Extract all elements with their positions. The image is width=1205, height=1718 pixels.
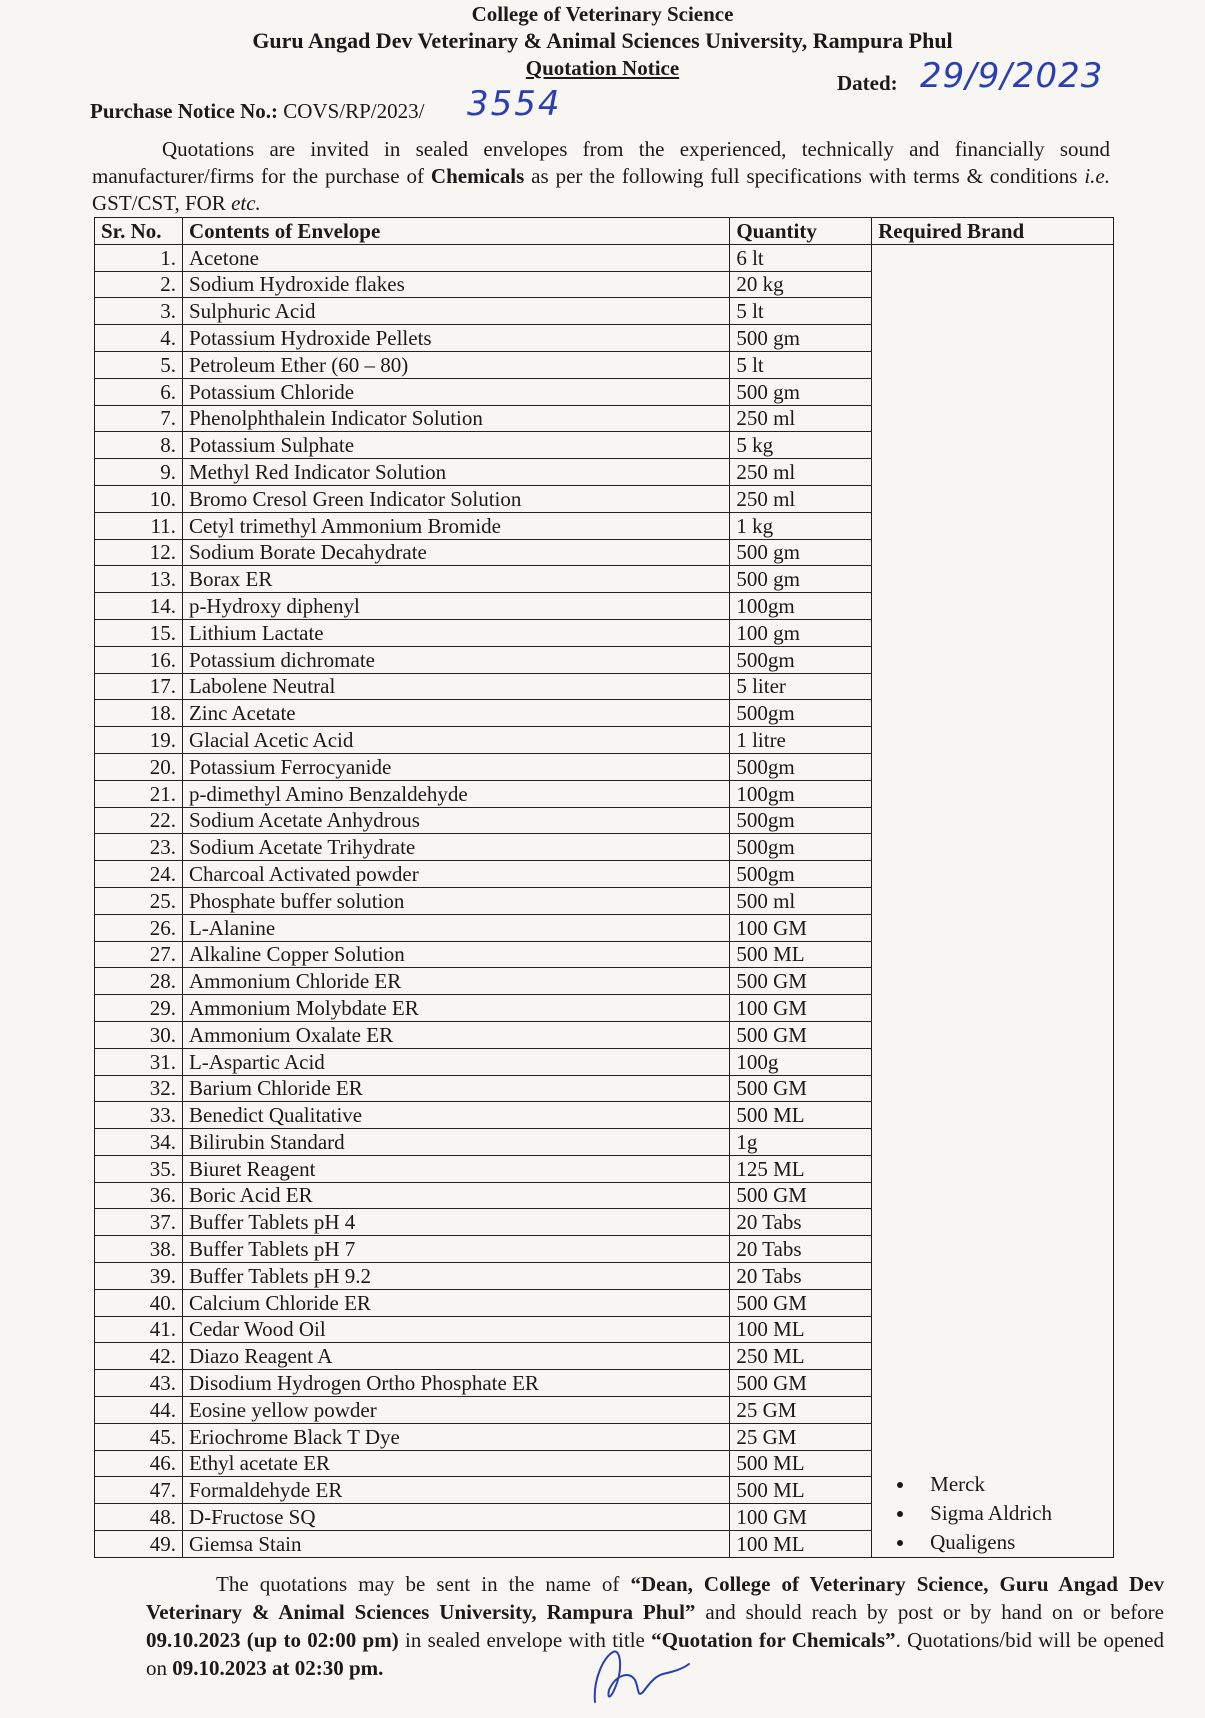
row-chemical-name: Boric Acid ER [182, 1182, 729, 1209]
row-chemical-name: Eriochrome Black T Dye [182, 1423, 729, 1450]
row-quantity: 500 gm [730, 325, 872, 352]
row-chemical-name: Potassium Chloride [182, 378, 729, 405]
row-quantity: 100g [730, 1048, 872, 1075]
row-sr-no: 33. [95, 1102, 183, 1129]
row-sr-no: 12. [95, 539, 183, 566]
row-chemical-name: Barium Chloride ER [182, 1075, 729, 1102]
row-chemical-name: Cedar Wood Oil [182, 1316, 729, 1343]
row-sr-no: 23. [95, 834, 183, 861]
closing-text-4: . Quotations/bid will be opened on [146, 1628, 1164, 1680]
row-sr-no: 47. [95, 1477, 183, 1504]
table-header-row [95, 218, 1114, 245]
row-chemical-name: Ethyl acetate ER [182, 1450, 729, 1477]
row-chemical-name: Ammonium Oxalate ER [182, 1021, 729, 1048]
row-sr-no: 42. [95, 1343, 183, 1370]
row-sr-no: 38. [95, 1236, 183, 1263]
row-sr-no: 21. [95, 780, 183, 807]
row-sr-no: 49. [95, 1531, 183, 1558]
row-chemical-name: Phosphate buffer solution [182, 887, 729, 914]
intro-text-3: GST/CST, FOR [92, 191, 232, 215]
row-chemical-name: Petroleum Ether (60 – 80) [182, 351, 729, 378]
row-chemical-name: Sodium Acetate Trihydrate [182, 834, 729, 861]
row-quantity: 500 GM [730, 1289, 872, 1316]
closing-deadline: 09.10.2023 (up to 02:00 pm) [146, 1628, 399, 1652]
row-sr-no: 44. [95, 1397, 183, 1424]
row-sr-no: 11. [95, 512, 183, 539]
row-sr-no: 15. [95, 619, 183, 646]
dated-label: Dated: [837, 71, 898, 95]
closing-addressee: “Dean, College of Veterinary Science, Guru Angad Dev Veterinary & Animal Sciences University, Rampura Phul” [146, 1572, 1164, 1624]
row-chemical-name: Eosine yellow powder [182, 1397, 729, 1424]
row-chemical-name: Formaldehyde ER [182, 1477, 729, 1504]
row-quantity: 20 Tabs [730, 1236, 872, 1263]
row-quantity: 500 ML [730, 1450, 872, 1477]
row-sr-no: 8. [95, 432, 183, 459]
row-chemical-name: p-dimethyl Amino Benzaldehyde [182, 780, 729, 807]
closing-text-2: and should reach by post or by hand on or before [695, 1600, 1164, 1624]
row-quantity: 500 GM [730, 968, 872, 995]
row-quantity: 5 lt [730, 298, 872, 325]
header-contents: Contents of Envelope [182, 218, 729, 245]
row-quantity: 100 GM [730, 995, 872, 1022]
row-quantity: 500gm [730, 646, 872, 673]
row-chemical-name: Labolene Neutral [182, 673, 729, 700]
row-quantity: 100 GM [730, 1504, 872, 1531]
row-chemical-name: D-Fructose SQ [182, 1504, 729, 1531]
purchase-notice-number [90, 99, 424, 124]
row-sr-no: 35. [95, 1155, 183, 1182]
row-quantity: 250 ml [730, 485, 872, 512]
row-quantity: 500 GM [730, 1075, 872, 1102]
row-chemical-name: p-Hydroxy diphenyl [182, 593, 729, 620]
row-chemical-name: Bromo Cresol Green Indicator Solution [182, 485, 729, 512]
required-brand-cell [872, 244, 1114, 1557]
row-sr-no: 43. [95, 1370, 183, 1397]
row-quantity: 500 gm [730, 539, 872, 566]
row-sr-no: 4. [95, 325, 183, 352]
row-chemical-name: Buffer Tablets pH 9.2 [182, 1263, 729, 1290]
row-quantity: 5 kg [730, 432, 872, 459]
row-chemical-name: Borax ER [182, 566, 729, 593]
row-sr-no: 24. [95, 861, 183, 888]
row-chemical-name: Charcoal Activated powder [182, 861, 729, 888]
row-quantity: 20 kg [730, 271, 872, 298]
row-chemical-name: Acetone [182, 244, 729, 271]
row-chemical-name: Glacial Acetic Acid [182, 727, 729, 754]
row-chemical-name: Cetyl trimethyl Ammonium Bromide [182, 512, 729, 539]
row-chemical-name: Sodium Hydroxide flakes [182, 271, 729, 298]
row-sr-no: 2. [95, 271, 183, 298]
row-sr-no: 14. [95, 593, 183, 620]
row-quantity: 6 lt [730, 244, 872, 271]
row-sr-no: 16. [95, 646, 183, 673]
row-sr-no: 17. [95, 673, 183, 700]
row-sr-no: 10. [95, 485, 183, 512]
row-sr-no: 39. [95, 1263, 183, 1290]
row-sr-no: 9. [95, 459, 183, 486]
row-sr-no: 6. [95, 378, 183, 405]
header-sr-no: Sr. No. [95, 218, 183, 245]
row-chemical-name: Potassium Sulphate [182, 432, 729, 459]
row-chemical-name: Biuret Reagent [182, 1155, 729, 1182]
row-quantity: 5 liter [730, 673, 872, 700]
row-chemical-name: Methyl Red Indicator Solution [182, 459, 729, 486]
row-chemical-name: Giemsa Stain [182, 1531, 729, 1558]
row-quantity: 500 gm [730, 566, 872, 593]
row-sr-no: 13. [95, 566, 183, 593]
row-quantity: 1 kg [730, 512, 872, 539]
row-quantity: 500gm [730, 807, 872, 834]
row-sr-no: 30. [95, 1021, 183, 1048]
intro-text-2: as per the following full specifications with terms & conditions [524, 164, 1085, 188]
row-quantity: 20 Tabs [730, 1209, 872, 1236]
row-chemical-name: Buffer Tablets pH 7 [182, 1236, 729, 1263]
college-name: College of Veterinary Science [471, 2, 734, 26]
row-quantity: 100gm [730, 593, 872, 620]
row-quantity: 500gm [730, 834, 872, 861]
row-chemical-name: Lithium Lactate [182, 619, 729, 646]
row-quantity: 125 ML [730, 1155, 872, 1182]
row-chemical-name: Alkaline Copper Solution [182, 941, 729, 968]
row-chemical-name: Zinc Acetate [182, 700, 729, 727]
row-chemical-name: Sodium Borate Decahydrate [182, 539, 729, 566]
row-chemical-name: Disodium Hydrogen Ortho Phosphate ER [182, 1370, 729, 1397]
intro-ie: i.e. [1084, 164, 1110, 188]
row-quantity: 250 ml [730, 459, 872, 486]
row-sr-no: 3. [95, 298, 183, 325]
row-quantity: 500 GM [730, 1182, 872, 1209]
chemicals-table [94, 217, 1114, 1558]
row-sr-no: 45. [95, 1423, 183, 1450]
row-quantity: 25 GM [730, 1397, 872, 1424]
row-quantity: 100gm [730, 780, 872, 807]
row-quantity: 250 ml [730, 405, 872, 432]
intro-etc: etc. [231, 191, 261, 215]
row-quantity: 500 ml [730, 887, 872, 914]
row-sr-no: 1. [95, 244, 183, 271]
signature [585, 1640, 695, 1710]
row-chemical-name: Potassium dichromate [182, 646, 729, 673]
row-sr-no: 19. [95, 727, 183, 754]
row-chemical-name: Sodium Acetate Anhydrous [182, 807, 729, 834]
row-chemical-name: Bilirubin Standard [182, 1129, 729, 1156]
row-sr-no: 25. [95, 887, 183, 914]
row-sr-no: 28. [95, 968, 183, 995]
row-chemical-name: Benedict Qualitative [182, 1102, 729, 1129]
row-quantity: 500 gm [730, 378, 872, 405]
row-quantity: 5 lt [730, 351, 872, 378]
brand-item: • Sigma Aldrich [916, 1499, 1107, 1528]
row-quantity: 100 ML [730, 1316, 872, 1343]
intro-paragraph [92, 136, 1110, 217]
intro-text-1: Quotations are invited in sealed envelopes from the experienced, technically and financially sound manufacturer/firms for the purchase of [92, 137, 1110, 188]
row-sr-no: 27. [95, 941, 183, 968]
row-sr-no: 48. [95, 1504, 183, 1531]
purchase-handwritten-number: 3554 [467, 84, 562, 124]
closing-title: “Quotation for Chemicals” [651, 1628, 896, 1652]
closing-text-3: in sealed envelope with title [398, 1628, 652, 1652]
intro-bold-chemicals: Chemicals [430, 164, 525, 188]
row-sr-no: 31. [95, 1048, 183, 1075]
header-quantity: Quantity [730, 218, 872, 245]
table-body [95, 244, 1114, 1557]
row-quantity: 100 gm [730, 619, 872, 646]
row-quantity: 100 ML [730, 1531, 872, 1558]
row-chemical-name: Calcium Chloride ER [182, 1289, 729, 1316]
row-quantity: 250 ML [730, 1343, 872, 1370]
row-sr-no: 7. [95, 405, 183, 432]
brand-list [878, 1470, 1107, 1557]
table-row [95, 244, 1114, 271]
purchase-number: COVS/RP/2023/ [283, 99, 425, 123]
row-sr-no: 22. [95, 807, 183, 834]
row-sr-no: 20. [95, 753, 183, 780]
row-quantity: 500gm [730, 861, 872, 888]
row-sr-no: 5. [95, 351, 183, 378]
closing-text-1: The quotations may be sent in the name of [216, 1572, 631, 1596]
row-sr-no: 37. [95, 1209, 183, 1236]
row-chemical-name: Sulphuric Acid [182, 298, 729, 325]
row-sr-no: 46. [95, 1450, 183, 1477]
row-sr-no: 41. [95, 1316, 183, 1343]
dated-handwritten-value: 29/9/2023 [920, 56, 1104, 96]
row-chemical-name: L-Alanine [182, 914, 729, 941]
row-quantity: 1 litre [730, 727, 872, 754]
brand-item: • Merck [916, 1470, 1107, 1499]
row-chemical-name: Phenolphthalein Indicator Solution [182, 405, 729, 432]
closing-opening: 09.10.2023 at 02:30 pm. [172, 1656, 384, 1680]
row-chemical-name: Ammonium Molybdate ER [182, 995, 729, 1022]
notice-title: Quotation Notice [525, 56, 680, 80]
row-quantity: 500 GM [730, 1021, 872, 1048]
row-sr-no: 36. [95, 1182, 183, 1209]
row-quantity: 100 GM [730, 914, 872, 941]
row-sr-no: 34. [95, 1129, 183, 1156]
row-chemical-name: Ammonium Chloride ER [182, 968, 729, 995]
row-quantity: 500gm [730, 700, 872, 727]
row-quantity: 500 ML [730, 1477, 872, 1504]
row-chemical-name: Buffer Tablets pH 4 [182, 1209, 729, 1236]
header-required-brand: Required Brand [872, 218, 1114, 245]
row-sr-no: 40. [95, 1289, 183, 1316]
row-quantity: 500 GM [730, 1370, 872, 1397]
row-sr-no: 18. [95, 700, 183, 727]
row-quantity: 20 Tabs [730, 1263, 872, 1290]
row-chemical-name: Diazo Reagent A [182, 1343, 729, 1370]
row-sr-no: 29. [95, 995, 183, 1022]
row-quantity: 500gm [730, 753, 872, 780]
brand-item: • Qualigens [916, 1528, 1107, 1557]
row-chemical-name: Potassium Ferrocyanide [182, 753, 729, 780]
row-quantity: 1g [730, 1129, 872, 1156]
row-quantity: 25 GM [730, 1423, 872, 1450]
row-quantity: 500 ML [730, 941, 872, 968]
row-chemical-name: L-Aspartic Acid [182, 1048, 729, 1075]
purchase-label: Purchase Notice No.: [90, 99, 278, 123]
row-quantity: 500 ML [730, 1102, 872, 1129]
row-chemical-name: Potassium Hydroxide Pellets [182, 325, 729, 352]
university-name: Guru Angad Dev Veterinary & Animal Sciences University, Rampura Phul [252, 28, 953, 53]
row-sr-no: 26. [95, 914, 183, 941]
row-sr-no: 32. [95, 1075, 183, 1102]
